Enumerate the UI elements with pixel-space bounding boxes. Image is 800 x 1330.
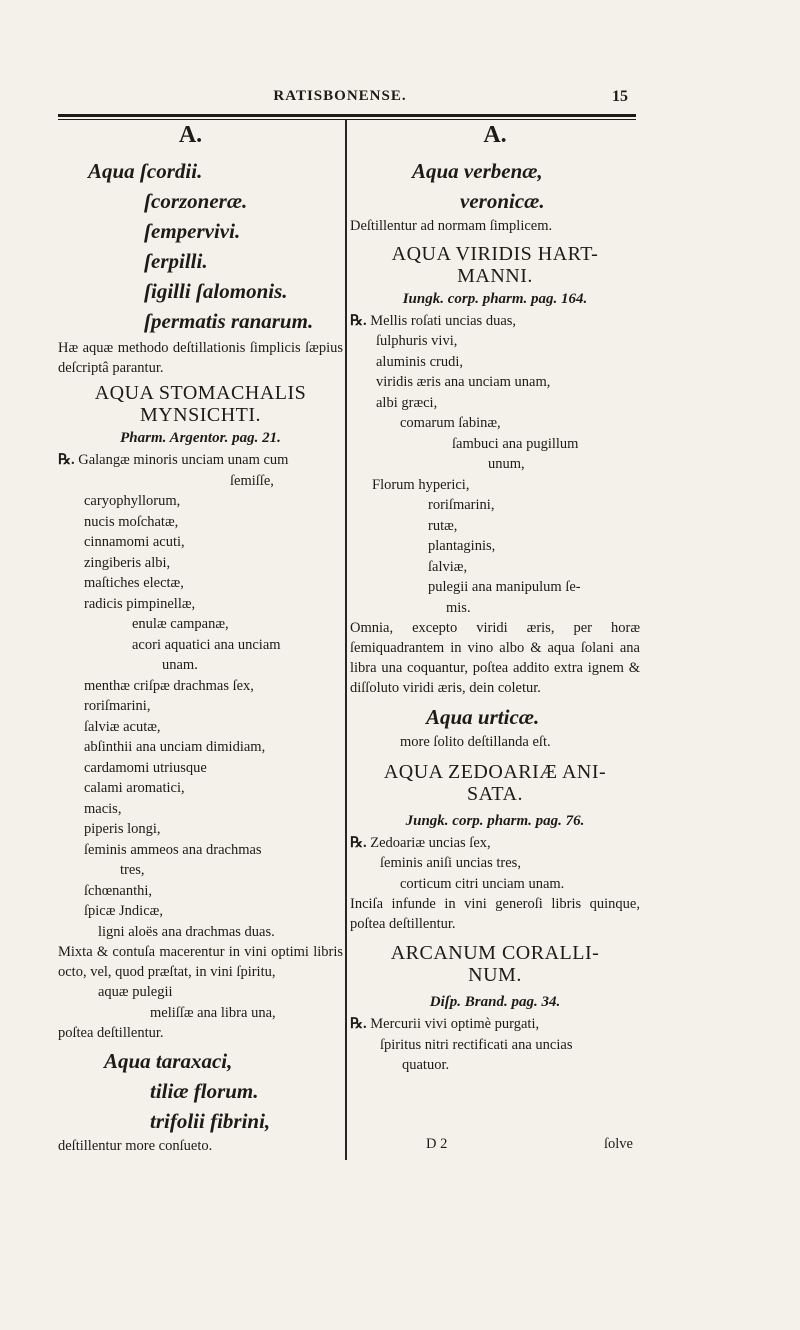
section-letter: A. <box>483 122 507 148</box>
ingredient: ſalviæ acutæ, <box>84 718 161 735</box>
paragraph: Inciſa infunde in vini generoſi libris quinque, poſtea deſtillentur. <box>350 896 640 932</box>
ingredient: Florum hyperici, <box>372 476 470 493</box>
ingredient: ſpicæ Jndicæ, <box>84 903 163 919</box>
ingredient: maſtiches electæ, <box>84 575 184 591</box>
ingredient: ſeminis ammeos ana drachmas <box>84 841 262 858</box>
ingredient: quatuor. <box>402 1057 450 1073</box>
ingredient: ſpiritus nitri rectificati ana uncias <box>380 1036 573 1053</box>
water-title: ſcorzoneræ. <box>144 189 248 213</box>
water-title: tiliæ florum. <box>150 1078 259 1103</box>
ingredient: ligni aloës ana drachmas duas. <box>98 923 275 940</box>
recipe-heading: MYNSICHTI. <box>139 404 262 426</box>
ingredient: Mercurii vivi optimè purgati, <box>370 1016 540 1032</box>
water-title: Aqua taraxaci, <box>104 1048 233 1073</box>
reference: Diſp. Brand. pag. 34. <box>429 994 561 1010</box>
water-title: veronicæ. <box>460 189 545 213</box>
ingredient: ſambuci ana pugillum <box>452 435 579 452</box>
ingredient: cardamomi utriusque <box>84 759 207 776</box>
ingredient: aquæ pulegii <box>98 984 173 1000</box>
recipe-heading: NUM. <box>468 964 522 986</box>
right-column <box>350 118 640 1076</box>
recipe-heading: AQUA STOMACHALIS <box>94 382 307 404</box>
ingredient: roriſmarini, <box>84 698 151 714</box>
ingredient: macis, <box>84 800 122 817</box>
ingredient: ſalviæ, <box>428 558 468 575</box>
paragraph: poſtea deſtillentur. <box>58 1025 164 1041</box>
ingredient: Zedoariæ uncias ſex, <box>370 834 491 851</box>
ingredient: Mellis roſati uncias duas, <box>370 312 517 329</box>
ingredient: calami aromatici, <box>84 780 185 796</box>
ingredient: albi græci, <box>376 394 438 411</box>
ingredient: nucis moſchatæ, <box>84 513 179 530</box>
recipe-heading: MANNI. <box>457 264 533 287</box>
ingredient: zingiberis albi, <box>84 554 171 571</box>
recipe-heading: SATA. <box>467 782 523 805</box>
ingredient: acori aquatici ana unciam <box>132 636 281 653</box>
ingredient: cinnamomi acuti, <box>84 534 185 550</box>
reference: Pharm. Argentor. pag. 21. <box>120 430 281 446</box>
recipe-symbol: ℞. <box>350 1016 367 1032</box>
catchword: ſolve <box>604 1136 633 1152</box>
recipe-symbol: ℞. <box>350 834 367 851</box>
recipe-heading: AQUA ZEDOARIÆ ANI- <box>383 760 607 783</box>
ingredient: comarum ſabinæ, <box>400 415 501 431</box>
ingredient: Galangæ minoris unciam unam cum <box>78 452 289 468</box>
ingredient: abſinthii ana unciam dimidiam, <box>84 739 266 755</box>
ingredient: ſulphuris vivi, <box>376 333 458 349</box>
paragraph: Mixta & contuſa macerentur in vini optimi libris octo, vel, quod præſtat, in vini ſpiritu, <box>58 944 343 980</box>
running-title: RATISBONENSE. <box>273 88 407 104</box>
water-title: Aqua urticæ. <box>426 705 540 729</box>
section-letter: A. <box>178 122 203 148</box>
column-divider <box>345 120 347 1160</box>
recipe-heading: ARCANUM CORALLI- <box>390 942 600 964</box>
ingredient: meliſſæ ana libra una, <box>150 1004 276 1021</box>
ingredient: caryophyllorum, <box>84 493 181 509</box>
recipe-symbol: ℞. <box>350 312 367 329</box>
ingredient: pulegii ana manipulum ſe- <box>428 579 581 595</box>
ingredient: aluminis crudi, <box>376 353 463 370</box>
ingredient: tres, <box>120 862 145 878</box>
ingredient: rutæ, <box>428 517 458 534</box>
recipe-symbol: ℞. <box>58 452 75 468</box>
ingredient: mis. <box>446 599 471 616</box>
water-title: ſempervivi. <box>144 219 241 243</box>
ingredient: unum, <box>488 456 525 472</box>
header-rule <box>58 114 636 117</box>
signature-mark: D 2 <box>426 1136 448 1152</box>
ingredient: piperis longi, <box>84 821 161 837</box>
reference: Jungk. corp. pharm. pag. 76. <box>405 812 585 829</box>
ingredient: unam. <box>162 657 198 673</box>
water-title: Aqua ſcordii. <box>88 159 203 183</box>
ingredient: enulæ campanæ, <box>132 616 229 632</box>
ingredient: ſemiſſe, <box>230 472 274 489</box>
ingredient: radicis pimpinellæ, <box>84 595 196 612</box>
ingredient: menthæ criſpæ drachmas ſex, <box>84 677 254 694</box>
water-title: ſerpilli. <box>144 249 208 273</box>
paragraph: Deſtillentur ad normam ſimplicem. <box>350 218 553 234</box>
ingredient: viridis æris ana unciam unam, <box>376 374 551 390</box>
paragraph: Hæ aquæ methodo deſtillationis ſimplicis ſæpius deſcriptâ parantur. <box>58 340 343 376</box>
water-title: ſigilli ſalomonis. <box>144 279 288 303</box>
paragraph: Omnia, excepto viridi æris, per horæ ſemiquadrantem in vino albo & aqua ſolani ana libra una coquantur, poſtea addito extra ignem & diſſoluto viridi æris, dein coletur. <box>350 620 640 696</box>
ingredient: corticum citri unciam unam. <box>400 875 565 892</box>
left-column <box>58 118 343 1156</box>
recipe-heading: AQUA VIRIDIS HART- <box>391 242 599 265</box>
water-title: ſpermatis ranarum. <box>144 309 314 333</box>
paragraph: deſtillentur more conſueto. <box>58 1137 213 1154</box>
ingredient: plantaginis, <box>428 538 496 554</box>
ingredient: ſchœnanthi, <box>84 882 153 899</box>
page-number: 15 <box>612 88 628 105</box>
water-title: trifolii fibrini, <box>150 1108 271 1133</box>
water-title: Aqua verbenæ, <box>412 159 543 183</box>
reference: Iungk. corp. pharm. pag. 164. <box>402 290 588 307</box>
ingredient: roriſmarini, <box>428 497 495 513</box>
ingredient: ſeminis aniſi uncias tres, <box>380 855 521 871</box>
paragraph: more ſolito deſtillanda eſt. <box>400 734 551 750</box>
